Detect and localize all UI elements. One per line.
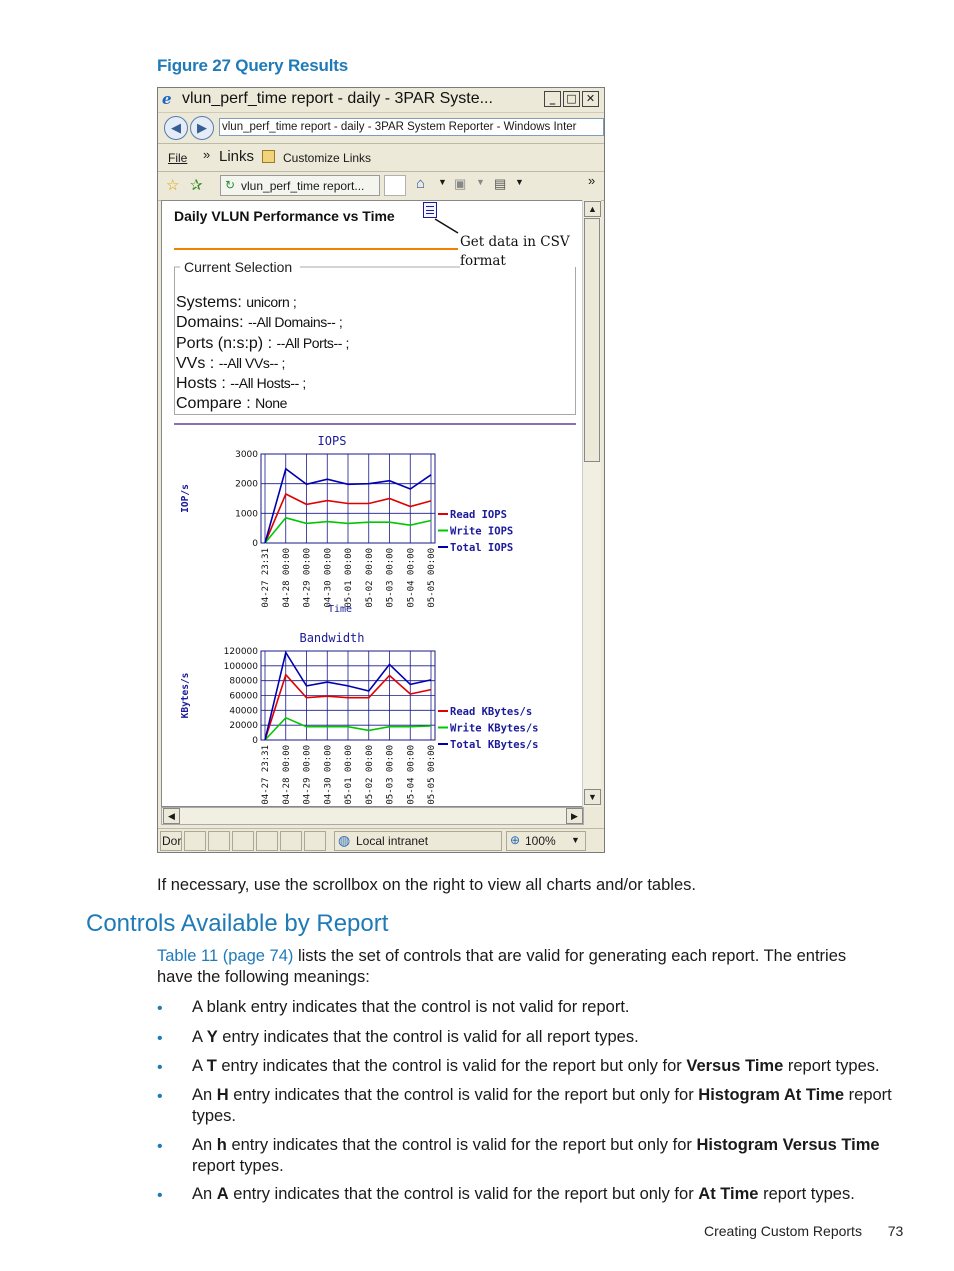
legend-label: Total IOPS [450,542,514,554]
status-zone [334,831,502,851]
x-tick-label: 05-02 00:00 [364,745,375,805]
list-item-post: report types. [783,1057,880,1075]
status-zoom-text: 100% [525,834,556,848]
iops-chart [162,429,582,619]
y-tick-label: 1000 [235,509,258,520]
chart-title: IOPS [317,434,347,448]
feeds-dropdown-icon[interactable]: ▼ [476,177,485,187]
y-tick-label: 20000 [229,721,258,732]
ports-value: --All Ports-- ; [276,335,350,351]
csv-note-line1: Get data in CSV [460,234,570,250]
selection-domains [176,314,342,332]
x-tick-label: 04-29 00:00 [302,548,313,608]
intro-paragraph [157,946,897,988]
menu-bar [158,144,604,172]
close-button[interactable]: ✕ [582,91,599,107]
menu-file[interactable]: File [168,151,188,165]
legend-label: Total KBytes/s [450,739,539,751]
scroll-down-button[interactable]: ▼ [584,789,601,805]
y-tick-label: 40000 [229,706,258,717]
status-seg [256,831,278,851]
scroll-up-button[interactable]: ▲ [584,201,601,217]
list-item-pre: A blank entry indicates that the control is not valid for report. [192,998,630,1016]
intro-rest: lists the set of controls that are valid for generating each report. The entries [293,947,847,965]
vvs-value: --All VVs-- ; [218,355,286,371]
scroll-thumb[interactable] [584,218,600,462]
status-bar [158,828,604,853]
list-item-mid: entry indicates that the control is valid for the report but only for [226,1136,697,1154]
page-footer [704,1223,903,1239]
list-item-b1: T [206,1057,217,1075]
selection-divider [174,423,576,425]
x-tick-label: 05-01 00:00 [344,745,354,805]
legend-label: Read KBytes/s [450,706,533,718]
csv-note-line2: format [460,253,506,269]
favorites-star-icon[interactable]: ☆ [166,177,180,194]
intro-line2: have the following meanings: [157,968,370,986]
legend-label: Write IOPS [450,525,514,538]
x-tick-label: 05-05 00:00 [427,548,437,608]
bullet-icon: • [157,1000,163,1017]
list-item-b2: Versus Time [686,1057,784,1075]
y-tick-label: 60000 [229,691,258,702]
customize-links[interactable]: Customize Links [283,151,372,165]
table-link[interactable]: Table 11 (page 74) [157,947,294,965]
selection-vvs [176,355,285,373]
status-seg [304,831,326,851]
window-title: vlun_perf_time report - daily - 3PAR Syste... [182,90,493,107]
bullet-icon: • [157,1030,163,1047]
selection-compare [176,395,287,413]
x-tick-label: 05-03 00:00 [385,745,396,805]
back-button[interactable]: ◀ [164,116,188,140]
current-selection-legend: Current Selection [184,259,293,275]
list-item-mid: entry indicates that the control is valid for the report but only for [228,1185,699,1203]
address-bar [158,113,604,144]
list-item-mid: entry indicates that the control is valid for the report but only for [216,1057,687,1075]
address-field[interactable]: vlun_perf_time report - daily - 3PAR System Reporter - Windows Inter [219,118,604,136]
browser-window [157,87,605,853]
scroll-note: If necessary, use the scrollbox on the right to view all charts and/or tables. [157,876,696,894]
x-tick-label: 04-29 00:00 [302,745,313,805]
list-item-text [192,1056,902,1077]
x-tick-label: 04-28 00:00 [281,548,292,608]
x-tick-label: 04-28 00:00 [281,745,292,805]
chevron-icon[interactable]: » [203,147,211,162]
feeds-icon[interactable]: ▣ [454,176,467,191]
vvs-label: VVs : [176,355,215,372]
list-item-b2: Histogram Versus Time [696,1136,880,1154]
scroll-right-button[interactable]: ▶ [566,808,583,824]
intranet-icon: ◍ [338,832,351,848]
vertical-scrollbar[interactable] [582,200,601,807]
page-icon [262,150,275,163]
x-tick-label: 05-02 00:00 [364,548,375,608]
selection-hosts [176,375,306,393]
footer-section: Creating Custom Reports [704,1223,862,1239]
list-item-b1: h [216,1136,227,1154]
list-item-text [192,1184,902,1205]
x-tick-label: 05-01 00:00 [344,548,354,608]
list-item-pre: A [192,1057,207,1075]
status-seg [232,831,254,851]
list-item-mid: entry indicates that the control is valid for the report but only for [228,1086,699,1104]
list-item-b1: Y [206,1028,218,1046]
compare-label: Compare : [176,395,251,412]
status-zoom[interactable] [506,831,586,851]
status-seg [280,831,302,851]
list-item-text [192,1085,902,1127]
domains-label: Domains: [176,314,244,331]
x-axis-label: Time [327,604,353,615]
list-item-b2: At Time [698,1185,759,1203]
forward-button[interactable]: ▶ [190,116,214,140]
y-tick-label: 100000 [223,661,258,672]
list-item-b1: H [216,1086,229,1104]
domains-value: --All Domains-- ; [248,314,343,330]
status-done-text: Dor [162,834,182,848]
y-tick-label: 120000 [223,647,258,657]
x-tick-label: 05-05 00:00 [427,745,437,805]
add-favorite-icon[interactable]: ✰ [190,177,203,194]
list-item-pre: An [192,1136,217,1154]
toolbar-overflow-icon[interactable]: » [588,173,596,188]
selection-systems [176,294,296,312]
x-tick-label: 04-30 00:00 [323,548,334,608]
tab-current[interactable] [220,175,380,196]
list-item-post: report types. [192,1157,284,1175]
y-tick-label: 80000 [229,676,258,687]
systems-label: Systems: [176,294,242,311]
status-seg [208,831,230,851]
print-icon[interactable]: ▤ [494,176,507,191]
ports-label: Ports (n:s:p) : [176,335,273,352]
title-bar [158,88,604,113]
print-dropdown-icon[interactable]: ▼ [515,177,524,187]
list-item-text [192,997,902,1018]
home-icon[interactable]: ⌂ [416,175,426,192]
status-done [160,831,182,851]
list-item-pre: A [192,1028,207,1046]
compare-value: None [255,395,288,411]
list-item-mid: entry indicates that the control is valid for all report types. [217,1028,639,1046]
list-item-pre: An [192,1185,217,1203]
menu-links[interactable]: Links [219,148,255,165]
bandwidth-chart [162,626,582,807]
y-axis-label: IOP/s [180,484,191,513]
x-tick-label: 04-27 23:31 [261,745,271,805]
maximize-button[interactable]: □ [563,91,580,107]
list-item-pre: An [192,1086,217,1104]
figure-caption: Figure 27 Query Results [157,56,348,75]
section-heading: Controls Available by Report [86,910,389,937]
horizontal-scrollbar[interactable] [161,807,584,825]
home-dropdown-icon[interactable]: ▼ [438,177,447,187]
systems-value: unicorn ; [246,294,297,310]
list-item-post: report types. [758,1185,855,1203]
hosts-label: Hosts : [176,375,226,392]
list-item-text [192,1027,902,1048]
legend-label: Write KBytes/s [450,722,539,735]
x-tick-label: 05-04 00:00 [406,548,417,608]
zoom-icon: ⊕ [510,833,521,847]
x-tick-label: 04-30 00:00 [323,745,334,805]
y-tick-label: 2000 [235,479,258,490]
x-tick-label: 05-04 00:00 [406,745,417,805]
status-seg [184,831,206,851]
report-title: Daily VLUN Performance vs Time [174,208,395,224]
favorites-bar [158,172,604,201]
list-item-b2: Histogram At Time [698,1086,845,1104]
bullet-icon: • [157,1088,163,1105]
status-zone-text: Local intranet [356,834,429,848]
minimize-button[interactable]: _ [544,91,561,107]
list-item-post: report types. [192,1086,892,1125]
new-tab-button[interactable] [384,175,406,196]
x-tick-label: 04-27 23:31 [261,548,271,608]
list-item-b1: A [216,1185,229,1203]
y-axis-label: KBytes/s [180,672,191,719]
bullet-icon: • [157,1059,163,1076]
tab-label: vlun_perf_time report... [241,179,365,193]
tab-loading-icon: ↻ [225,178,236,192]
y-tick-label: 0 [252,539,258,549]
bullet-icon: • [157,1138,163,1155]
scroll-left-button[interactable]: ◀ [163,808,180,824]
report-content [161,200,586,807]
bullet-icon: • [157,1187,163,1204]
x-tick-label: 05-03 00:00 [385,548,396,608]
list-item-text [192,1135,902,1177]
chart-title: Bandwidth [299,631,365,645]
y-tick-label: 3000 [235,450,258,460]
y-tick-label: 0 [252,736,258,746]
zoom-dropdown-icon[interactable]: ▼ [571,835,580,845]
hosts-value: --All Hosts-- ; [230,375,306,391]
legend-label: Read IOPS [450,509,507,521]
ie-logo-icon: e [162,90,172,108]
selection-ports [176,335,349,353]
footer-page-number: 73 [887,1223,904,1239]
